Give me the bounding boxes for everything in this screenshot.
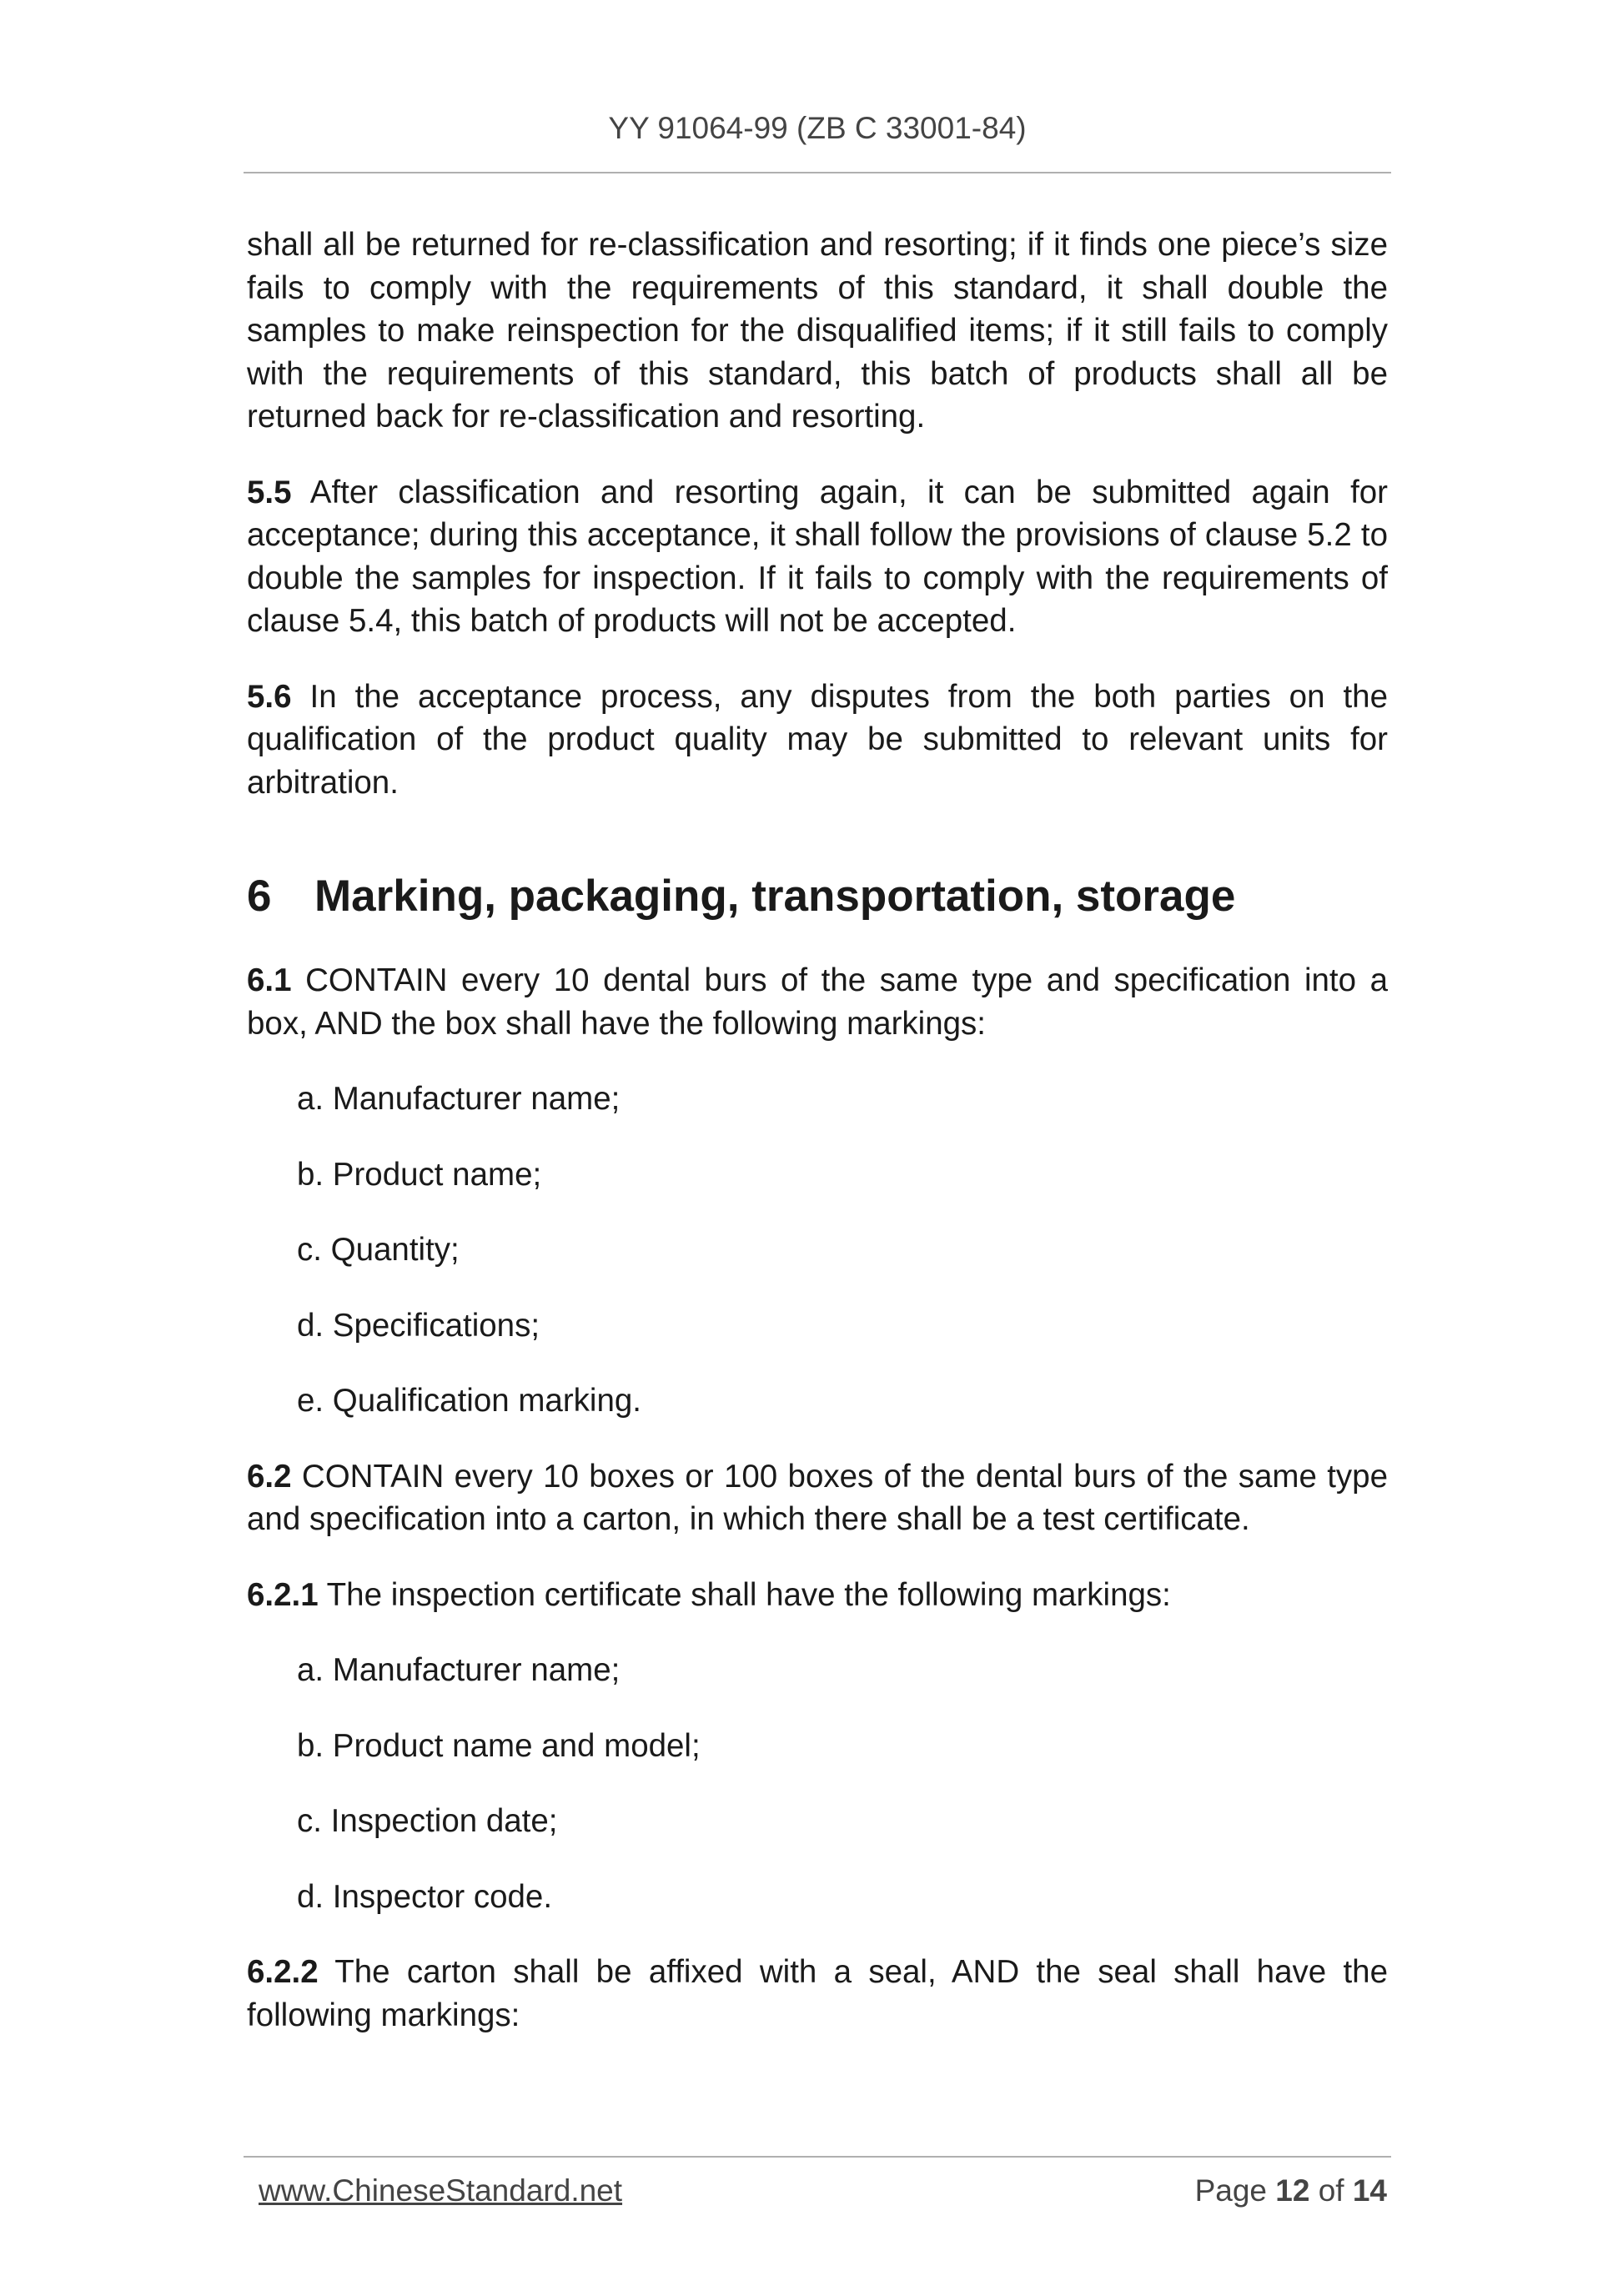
clause-text: In the acceptance process, any disputes from the both parties on the qualification of the product quality may be submitted to relevant units for arbitration. xyxy=(247,678,1388,801)
clause-6-2 xyxy=(247,1455,1388,1541)
list-item: a. Manufacturer name; xyxy=(297,1652,621,1688)
header-divider xyxy=(244,172,1391,173)
clause-6-2-1 xyxy=(247,1574,1388,1617)
list-item: c. Quantity; xyxy=(297,1232,460,1268)
clause-text: CONTAIN every 10 boxes or 100 boxes of the dental burs of the same type and specification into a carton, in which there shall be a test certificate. xyxy=(247,1458,1388,1537)
page-header-title: YY 91064-99 (ZB C 33001-84) xyxy=(608,111,1027,145)
list-item: e. Qualification marking. xyxy=(297,1383,641,1419)
footer-page-number xyxy=(1195,2170,1387,2212)
clause-5-5 xyxy=(247,471,1388,643)
clause-5-6 xyxy=(247,676,1388,805)
clause-number: 6.1 xyxy=(247,962,292,998)
document-body xyxy=(247,224,1388,2069)
list-item: d. Inspector code. xyxy=(297,1878,553,1915)
clause-number: 6.2.2 xyxy=(247,1954,319,1990)
list-item: c. Inspection date; xyxy=(297,1803,558,1839)
clause-number: 5.6 xyxy=(247,678,292,715)
clause-text: The inspection certificate shall have the following markings: xyxy=(326,1576,1171,1613)
clause-6-2-2 xyxy=(247,1951,1388,2037)
section-number: 6 xyxy=(247,872,272,921)
clause-number: 6.2.1 xyxy=(247,1576,319,1613)
section-title: Marking, packaging, transportation, storage xyxy=(314,872,1236,921)
page-of-word: of xyxy=(1318,2173,1344,2208)
list-item: d. Specifications; xyxy=(297,1307,540,1344)
current-page: 12 xyxy=(1275,2173,1310,2208)
clause-text: After classification and resorting again, it can be submitted again for acceptance; during this acceptance, it shall follow the provisions of clause 5.2 to double the samples for inspection. If it fails to comply with the requirements of clause 5.4, this batch of products will not be accepted. xyxy=(247,474,1388,639)
continuation-paragraph: shall all be returned for re-classification and resorting; if it finds one piece’s size fails to comply with the requirements of this standard, it shall double the samples to make reinspection for the disqualified items; if it still fails to comply with the requirements of this standard, this batch of products shall all be returned back for re-classification and resorting. xyxy=(247,227,1388,435)
clause-6-1 xyxy=(247,959,1388,1045)
clause-number: 5.5 xyxy=(247,474,292,510)
list-item: a. Manufacturer name; xyxy=(297,1081,621,1117)
clause-text: The carton shall be affixed with a seal, AND the seal shall have the following markings: xyxy=(247,1954,1388,2033)
page-word: Page xyxy=(1194,2173,1267,2208)
section-6-heading xyxy=(247,870,1388,923)
footer-divider xyxy=(244,2156,1391,2158)
clause-text: CONTAIN every 10 dental burs of the same type and specification into a box, AND the box shall have the following markings: xyxy=(247,962,1389,1042)
total-pages: 14 xyxy=(1352,2173,1387,2208)
list-item: b. Product name and model; xyxy=(297,1727,701,1764)
clause-number: 6.2 xyxy=(247,1458,292,1495)
list-item: b. Product name; xyxy=(297,1156,542,1193)
footer-website-link[interactable]: www.ChineseStandard.net xyxy=(259,2173,623,2208)
